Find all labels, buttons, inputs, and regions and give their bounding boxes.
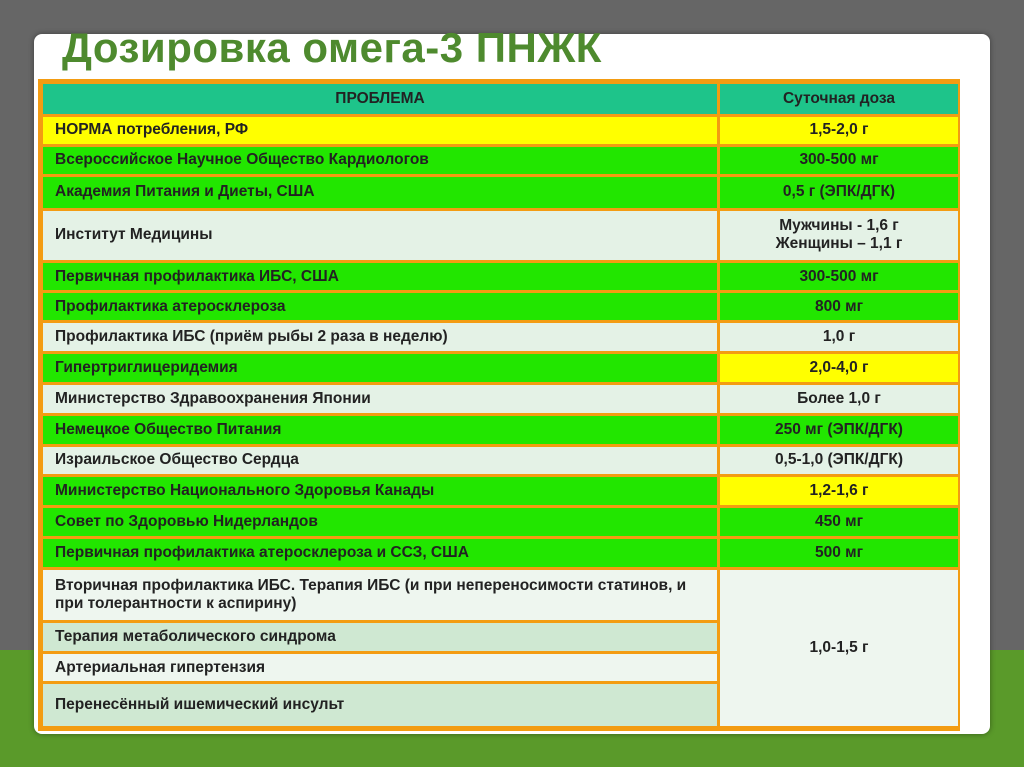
table-header-row (43, 84, 958, 114)
dose-cell: 250 мг (ЭПК/ДГК) (720, 416, 958, 444)
table-row (43, 539, 958, 567)
dosage-table (40, 81, 961, 729)
table-row (43, 354, 958, 382)
problem-cell: Перенесённый ишемический инсульт (43, 684, 717, 726)
dosage-table-frame (38, 79, 960, 731)
dose-cell: 500 мг (720, 539, 958, 567)
problem-cell: Всероссийское Научное Общество Кардиологов (43, 147, 717, 174)
table-row (43, 147, 958, 174)
problem-cell: Совет по Здоровью Нидерландов (43, 508, 717, 536)
problem-cell: Первичная профилактика атеросклероза и ССЗ, США (43, 539, 717, 567)
table-row (43, 508, 958, 536)
problem-cell: Вторичная профилактика ИБС. Терапия ИБС (и при непереносимости статинов, и при толерантности к аспирину) (43, 570, 717, 620)
problem-cell: Немецкое Общество Питания (43, 416, 717, 444)
dose-cell: 1,5-2,0 г (720, 117, 958, 144)
table-row (43, 211, 958, 261)
problem-cell: Гипертриглицеридемия (43, 354, 717, 382)
dose-cell (720, 211, 958, 261)
header-problem: ПРОБЛЕМА (43, 84, 717, 114)
table-row (43, 447, 958, 475)
problem-cell: Терапия метаболического синдрома (43, 623, 717, 651)
dose-line-women: Женщины – 1,1 г (775, 235, 903, 253)
problem-cell: Профилактика ИБС (приём рыбы 2 раза в неделю) (43, 323, 717, 351)
dose-cell: 300-500 мг (720, 147, 958, 174)
problem-cell: Израильское Общество Сердца (43, 447, 717, 475)
slide-title: Дозировка омега-3 ПНЖК (62, 24, 602, 71)
dose-cell: 800 мг (720, 293, 958, 320)
problem-cell: Академия Питания и Диеты, США (43, 177, 717, 208)
table-row (43, 416, 958, 444)
dose-cell: 2,0-4,0 г (720, 354, 958, 382)
problem-cell: Артериальная гипертензия (43, 654, 717, 682)
table-row (43, 293, 958, 320)
problem-cell: Профилактика атеросклероза (43, 293, 717, 320)
problem-cell: Институт Медицины (43, 211, 717, 261)
dose-line-men: Мужчины - 1,6 г (779, 217, 899, 235)
table-row (43, 477, 958, 505)
problem-cell: Министерство Здравоохранения Японии (43, 385, 717, 413)
dose-cell: Более 1,0 г (720, 385, 958, 413)
dose-cell: 0,5-1,0 (ЭПК/ДГК) (720, 447, 958, 475)
table-row (43, 323, 958, 351)
table-row (43, 570, 958, 620)
table-row (43, 263, 958, 290)
problem-cell: НОРМА потребления, РФ (43, 117, 717, 144)
dose-cell: 450 мг (720, 508, 958, 536)
table-row (43, 117, 958, 144)
merged-dose-cell: 1,0-1,5 г (720, 570, 958, 726)
problem-cell: Первичная профилактика ИБС, США (43, 263, 717, 290)
dose-cell: 300-500 мг (720, 263, 958, 290)
table-row (43, 385, 958, 413)
table-row (43, 177, 958, 208)
dose-cell: 1,2-1,6 г (720, 477, 958, 505)
dose-cell: 0,5 г (ЭПК/ДГК) (720, 177, 958, 208)
problem-cell: Министерство Национального Здоровья Канады (43, 477, 717, 505)
header-daily-dose: Суточная доза (720, 84, 958, 114)
dose-cell: 1,0 г (720, 323, 958, 351)
